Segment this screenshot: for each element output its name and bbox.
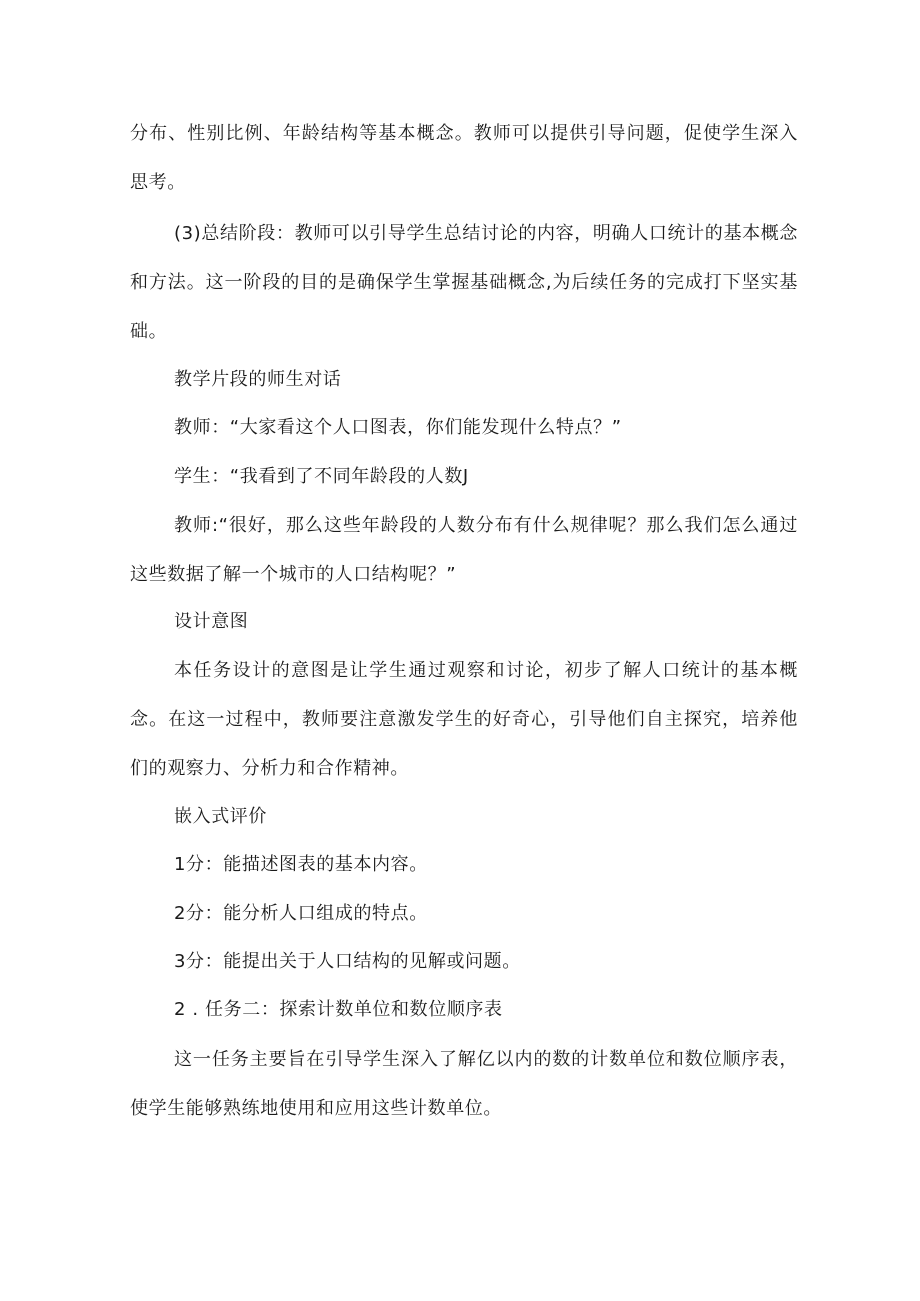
heading-embedded-evaluation: 嵌入式评价 bbox=[174, 806, 267, 827]
evaluation-level-2: 2分：能分析人口组成的特点。 bbox=[174, 903, 428, 924]
paragraph-design-intent: 本任务设计的意图是让学生通过观察和讨论，初步了解人口统计的基本概念。在这一过程中，教师要注意激发学生的好奇心，引导他们自主探究，培养他们的观察力、分析力和合作精神。 bbox=[130, 660, 798, 779]
heading-task-two: 2 . 任务二：探索计数单位和数位顺序表 bbox=[174, 999, 503, 1020]
heading-teacher-student-dialogue: 教学片段的师生对话 bbox=[174, 369, 342, 390]
paragraph-task-two: 这一任务主要旨在引导学生深入了解亿以内的数的计数单位和数位顺序表，使学生能够熟练地使用和应用这些计数单位。 bbox=[130, 1049, 798, 1119]
dialogue-teacher-question: 教师：“大家看这个人口图表，你们能发现什么特点？” bbox=[174, 417, 622, 438]
dialogue-teacher-followup: 教师:“很好，那么这些年龄段的人数分布有什么规律呢？那么我们怎么通过这些数据了解一个城市的人口结构呢？” bbox=[130, 515, 798, 585]
heading-design-intent: 设计意图 bbox=[174, 611, 249, 632]
evaluation-level-3: 3分：能提出关于人口结构的见解或问题。 bbox=[174, 951, 521, 972]
paragraph-summary-stage: (3)总结阶段：教师可以引导学生总结讨论的内容，明确人口统计的基本概念和方法。这一阶段的目的是确保学生掌握基础概念,为后续任务的完成打下坚实基础。 bbox=[130, 223, 798, 342]
paragraph-continuation: 分布、性别比例、年龄结构等基本概念。教师可以提供引导问题，促使学生深入思考。 bbox=[130, 123, 798, 193]
dialogue-student-answer: 学生：“我看到了不同年龄段的人数J bbox=[174, 466, 469, 487]
evaluation-level-1: 1分：能描述图表的基本内容。 bbox=[174, 854, 428, 875]
